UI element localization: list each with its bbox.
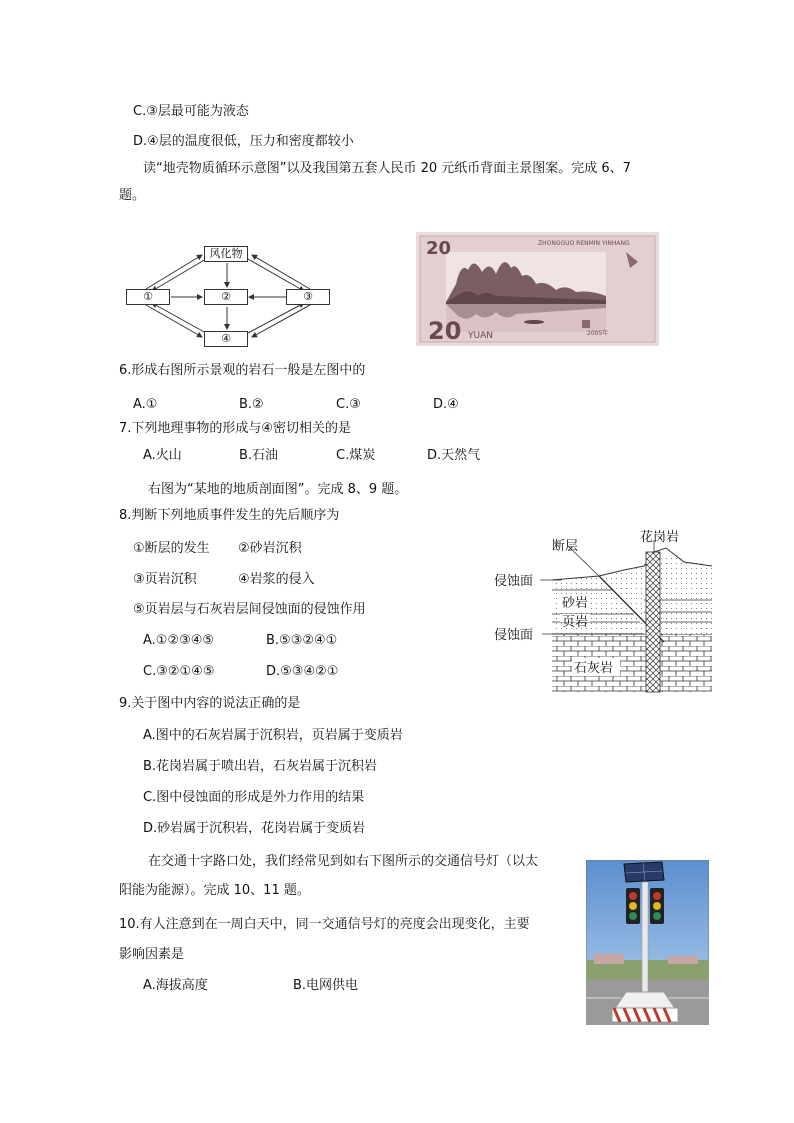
q10-stem-line2: 影响因素是: [119, 947, 185, 962]
q8-event-4: ④岩浆的侵入: [238, 572, 315, 587]
traffic-light-photo: [586, 860, 709, 1025]
label-shale: 页岩: [562, 615, 589, 630]
geologic-section-diagram: [494, 526, 716, 696]
banknote-image: [416, 232, 659, 346]
intro-10-11-line1: 在交通十字路口处，我们经常见到如右下图所示的交通信号灯（以太: [148, 854, 539, 869]
q9-option-b: B.花岗岩属于喷出岩，石灰岩属于沉积岩: [143, 759, 378, 774]
q10-stem-line1: 10.有人注意到在一周白天中，同一交通信号灯的亮度会出现变化，主要: [119, 917, 530, 932]
q5-option-c: C.③层最可能为液态: [133, 104, 249, 119]
node-1: ①: [126, 289, 170, 305]
intro-6-7-line2: 题。: [119, 188, 146, 203]
q8-option-d: D.⑤③④②①: [266, 664, 339, 679]
q8-event-2: ②砂岩沉积: [238, 541, 302, 556]
q7-option-b: B.石油: [239, 448, 279, 463]
banknote-header: ZHONGGUO RENMIN YINHANG: [538, 240, 630, 247]
q8-option-b: B.⑤③②④①: [266, 633, 338, 648]
label-erosion-bottom: 侵蚀面: [494, 628, 534, 643]
q8-event-3: ③页岩沉积: [133, 572, 197, 587]
label-sandstone: 砂岩: [562, 596, 589, 611]
banknote-currency: YUAN: [468, 331, 493, 341]
q7-stem: 7.下列地理事物的形成与④密切相关的是: [119, 421, 352, 436]
intro-6-7-line1: 读“地壳物质循环示意图”以及我国第五套人民币 20 元纸币背面主景图案。完成 6、7: [143, 161, 631, 176]
q6-option-d: D.④: [433, 397, 459, 412]
banknote-denom-bottom: 20: [428, 317, 462, 345]
intro-8-9: 右图为“某地的地质剖面图”。完成 8、9 题。: [148, 482, 408, 497]
banknote-denom-top: 20: [426, 238, 452, 259]
q5-option-d: D.④层的温度很低，压力和密度都较小: [133, 134, 354, 149]
q8-option-c: C.③②①④⑤: [143, 664, 215, 679]
intro-10-11-line2: 阳能为能源）。完成 10、11 题。: [119, 883, 310, 898]
q6-option-c: C.③: [336, 397, 361, 412]
label-fault: 断层: [552, 539, 579, 554]
q9-option-d: D.砂岩属于沉积岩，花岗岩属于变质岩: [143, 821, 366, 836]
node-3: ③: [286, 289, 330, 305]
q9-stem: 9.关于图中内容的说法正确的是: [119, 696, 301, 711]
q6-option-a: A.①: [133, 397, 158, 412]
node-2: ②: [204, 289, 248, 305]
q9-option-c: C.图中侵蚀面的形成是外力作用的结果: [143, 790, 365, 805]
q7-option-a: A.火山: [143, 448, 182, 463]
q7-option-d: D.天然气: [427, 448, 481, 463]
q10-option-a: A.海拔高度: [143, 978, 208, 993]
q6-stem: 6.形成右图所示景观的岩石一般是左图中的: [119, 363, 366, 378]
q8-event-1: ①断层的发生: [133, 541, 210, 556]
q8-stem: 8.判断下列地质事件发生的先后顺序为: [119, 508, 340, 523]
label-granite: 花岗岩: [640, 530, 680, 545]
q8-option-a: A.①②③④⑤: [143, 633, 215, 648]
q10-option-b: B.电网供电: [293, 978, 359, 993]
node-weathered: 风化物: [204, 246, 248, 262]
q6-option-b: B.②: [239, 397, 264, 412]
rock-cycle-diagram: [124, 243, 334, 351]
node-4: ④: [204, 331, 248, 347]
banknote-year: 2005年: [587, 330, 609, 337]
q9-option-a: A.图中的石灰岩属于沉积岩，页岩属于变质岩: [143, 728, 403, 743]
q7-option-c: C.煤炭: [336, 448, 376, 463]
q8-event-5: ⑤页岩层与石灰岩层间侵蚀面的侵蚀作用: [133, 602, 366, 617]
label-limestone: 石灰岩: [574, 661, 614, 676]
label-erosion-top: 侵蚀面: [494, 574, 534, 589]
